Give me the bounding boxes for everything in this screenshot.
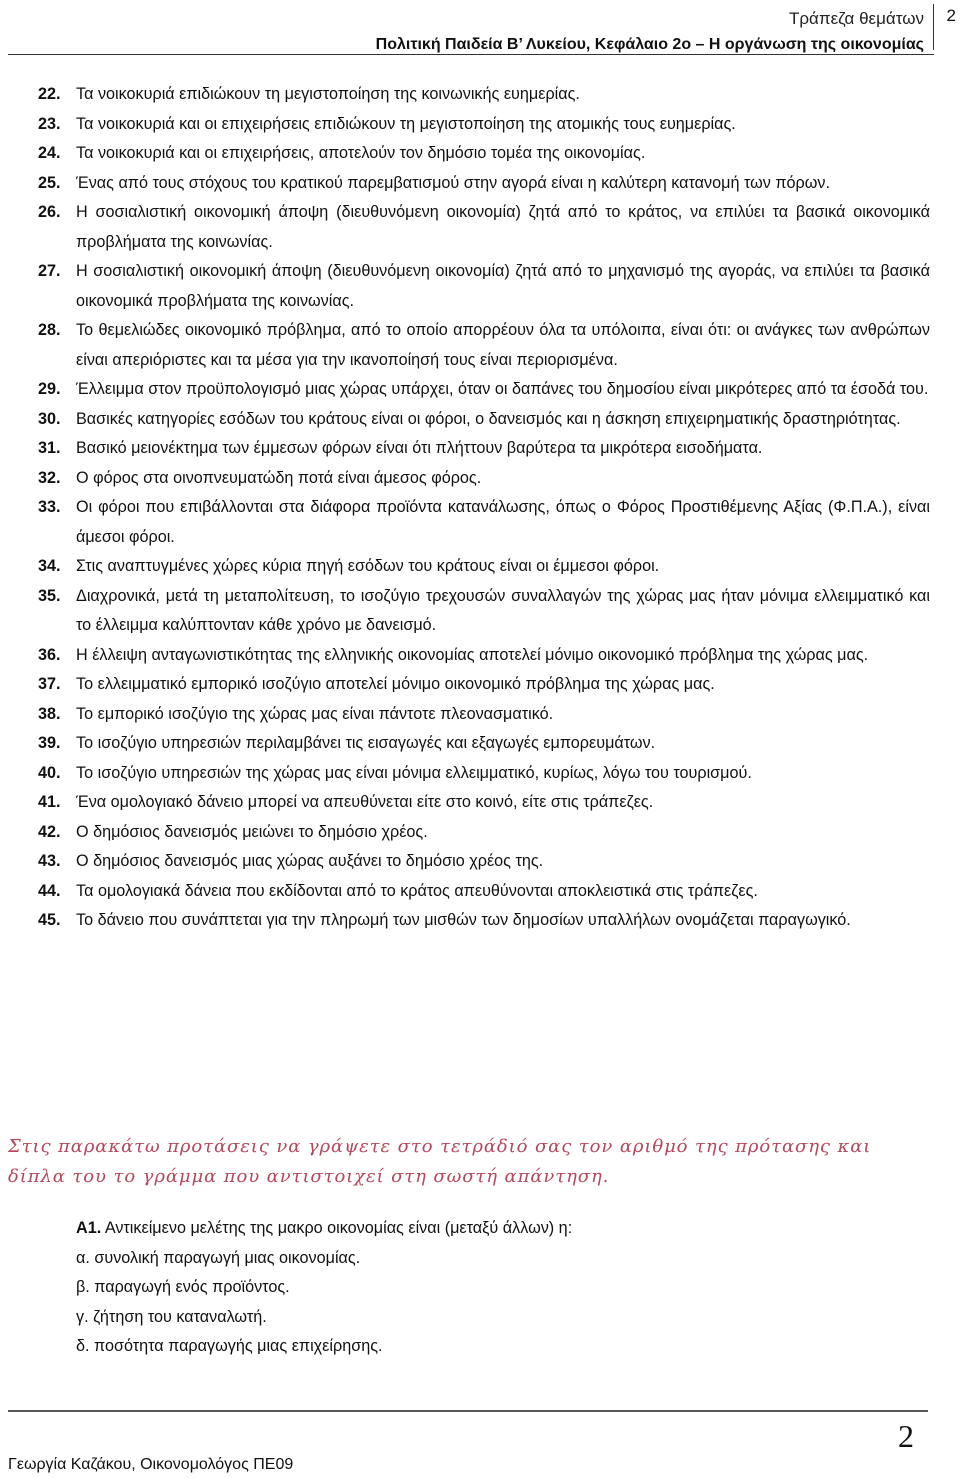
statement-text: Ο δημόσιος δανεισμός μιας χώρας αυξάνει το δημόσιο χρέος της.: [76, 852, 544, 870]
question-stem: [76, 1214, 936, 1244]
multiple-choice-question: [76, 1214, 936, 1362]
statement-number: 41.: [38, 793, 61, 811]
statement-text: Το εμπορικό ισοζύγιο της χώρας μας είναι πάντοτε πλεονασματικό.: [76, 704, 554, 723]
statement-item: [38, 906, 930, 936]
statement-number: 36.: [38, 645, 61, 664]
statement-text: Το ισοζύγιο υπηρεσιών περιλαμβάνει τις εισαγωγές και εξαγωγές εμπορευμάτων.: [76, 734, 656, 752]
statement-item: [38, 434, 930, 464]
statement-number: 32.: [38, 468, 61, 487]
statement-text: Ένα ομολογιακό δάνειο μπορεί να απευθύνεται είτε στο κοινό, είτε στις τράπεζες.: [76, 793, 654, 811]
statement-item: [38, 877, 930, 907]
statement-text: Η σοσιαλιστική οικονομική άποψη (διευθυνόμενη οικονομία) ζητά από το κράτος, να επιλύει τα βασικά οικονομικά προβλήματα της κοινωνίας.: [76, 203, 930, 251]
statement-item: [38, 670, 930, 700]
statement-text: Έλλειμμα στον προϋπολογισμό μιας χώρας υπάρχει, όταν οι δαπάνες του δημοσίου είναι μικρότερες από τα έσοδά του.: [76, 380, 929, 398]
header-divider: [933, 4, 934, 50]
statement-number: 23.: [38, 114, 61, 133]
statement-number: 44.: [38, 881, 61, 900]
statement-text: Βασικές κατηγορίες εσόδων του κράτους είναι οι φόροι, ο δανεισμός και η άσκηση επιχειρηματικής δραστηριότητας.: [76, 409, 901, 428]
statement-number: 31.: [38, 439, 61, 457]
header-rule: [8, 54, 934, 55]
statement-number: 34.: [38, 557, 61, 575]
statement-text: Ο φόρος στα οινοπνευματώδη ποτά είναι άμεσος φόρος.: [76, 468, 482, 487]
footer-page-number: 2: [898, 1418, 914, 1454]
statement-text: Ένας από τους στόχους του κρατικού παρεμβατισμού στην αγορά είναι η καλύτερη κατανομή των πόρων.: [76, 173, 830, 192]
statement-item: [38, 464, 930, 494]
statement-list: [38, 80, 930, 936]
statement-number: 29.: [38, 380, 61, 398]
statement-item: [38, 375, 930, 405]
statement-item: [38, 788, 930, 818]
statement-text: Στις αναπτυγμένες χώρες κύρια πηγή εσόδων του κράτους είναι οι έμμεσοι φόροι.: [76, 557, 660, 575]
statement-item: [38, 198, 930, 257]
answer-option: γ. ζήτηση του καταναλωτή.: [76, 1307, 267, 1326]
statement-number: 35.: [38, 586, 61, 605]
statement-item: [38, 552, 930, 582]
statement-item: [38, 818, 930, 848]
footer-rule: [8, 1410, 928, 1412]
statement-text: Οι φόροι που επιβάλλονται στα διάφορα προϊόντα κατανάλωσης, όπως ο Φόρος Προστιθέμενης Αξίας (Φ.Π.Α.), είναι άμεσοι φόροι.: [76, 498, 930, 546]
statement-item: [38, 493, 930, 552]
statement-item: [38, 700, 930, 730]
statement-number: 33.: [38, 498, 61, 516]
statement-number: 22.: [38, 85, 61, 103]
statement-text: Τα ομολογιακά δάνεια που εκδίδονται από το κράτος απευθύνονται αποκλειστικά στις τράπεζες.: [76, 881, 758, 900]
statement-number: 28.: [38, 321, 61, 339]
footer-author: Γεωργία Καζάκου, Οικονομολόγος ΠΕ09: [8, 1456, 294, 1473]
question-number: Α1.: [76, 1219, 102, 1237]
statement-text: Η σοσιαλιστική οικονομική άποψη (διευθυνόμενη οικονομία) ζητά από το μηχανισμό της αγοράς, να επιλύει τα βασικά οικονομικά προβλήματα της κοινωνίας.: [76, 262, 930, 310]
statement-item: [38, 729, 930, 759]
question-text: Αντικείμενο μελέτης της μακρο οικονομίας είναι (μεταξύ άλλων) η:: [104, 1219, 573, 1237]
statement-number: 25.: [38, 173, 61, 192]
statement-number: 26.: [38, 203, 61, 221]
statement-text: Διαχρονικά, μετά τη μεταπολίτευση, το ισοζύγιο τρεχουσών συναλλαγών της χώρας μας ήταν μόνιμα ελλειμματικό και το έλλειμμα καλύπτονταν κάθε χρόνο με δανεισμό.: [76, 586, 930, 634]
statement-number: 38.: [38, 704, 61, 723]
statement-text: Το ελλειμματικό εμπορικό ισοζύγιο αποτελεί μόνιμο οικονομικό πρόβλημα της χώρας μας.: [76, 675, 715, 693]
answer-option: β. παραγωγή ενός προϊόντος.: [76, 1278, 290, 1296]
statement-number: 39.: [38, 734, 61, 752]
statement-item: [38, 847, 930, 877]
statement-item: [38, 169, 930, 199]
statement-item: [38, 139, 930, 169]
statement-text: Βασικό μειονέκτημα των έμμεσων φόρων είναι ότι πλήττουν βαρύτερα τα μικρότερα εισοδήματα.: [76, 439, 763, 457]
header-title: Τράπεζα θεμάτων: [788, 9, 924, 28]
statement-number: 27.: [38, 262, 61, 280]
statement-text: Ο δημόσιος δανεισμός μειώνει το δημόσιο χρέος.: [76, 822, 428, 841]
page-header: [376, 8, 924, 56]
statement-text: Το ισοζύγιο υπηρεσιών της χώρας μας είναι μόνιμα ελλειμματικό, κυρίως, λόγω του τουρισμού.: [76, 763, 752, 782]
statement-item: [38, 257, 930, 316]
statement-text: Η έλλειψη ανταγωνιστικότητας της ελληνικής οικονομίας αποτελεί μόνιμο οικονομικό πρόβλημα της χώρας μας.: [76, 645, 869, 664]
statement-item: [38, 80, 930, 110]
statement-text: Το δάνειο που συνάπτεται για την πληρωμή των μισθών των δημοσίων υπαλλήλων ονομάζεται παραγωγικό.: [76, 911, 851, 929]
statement-item: [38, 405, 930, 435]
statement-item: [38, 582, 930, 641]
statement-number: 42.: [38, 822, 61, 841]
header-page-number: 2: [946, 6, 956, 25]
statement-number: 37.: [38, 675, 61, 693]
statement-item: [38, 759, 930, 789]
statement-item: [38, 316, 930, 375]
statement-number: 45.: [38, 911, 61, 929]
header-subtitle: Πολιτική Παιδεία Β’ Λυκείου, Κεφάλαιο 2ο – Η οργάνωση της οικονομίας: [375, 36, 924, 53]
statement-item: [38, 110, 930, 140]
statement-number: 24.: [38, 144, 61, 162]
statement-text: Τα νοικοκυριά και οι επιχειρήσεις επιδιώκουν τη μεγιστοποίηση της ατομικής τους ευημερίας.: [76, 114, 736, 133]
statement-text: Τα νοικοκυριά και οι επιχειρήσεις, αποτελούν τον δημόσιο τομέα της οικονομίας.: [76, 144, 646, 162]
statement-text: Τα νοικοκυριά επιδιώκουν τη μεγιστοποίηση της κοινωνικής ευημερίας.: [76, 85, 580, 103]
statement-text: Το θεμελιώδες οικονομικό πρόβλημα, από το οποίο απορρέουν όλα τα υπόλοιπα, είναι ότι: οι ανάγκες των ανθρώπων είναι απεριόριστες και τα μέσα για την ικανοποίησή τους είναι περιορισμένα.: [76, 321, 930, 369]
answer-option: α. συνολική παραγωγή μιας οικονομίας.: [76, 1248, 361, 1267]
statement-number: 43.: [38, 852, 61, 870]
statement-number: 30.: [38, 409, 61, 428]
statement-item: [38, 641, 930, 671]
answer-option: δ. ποσότητα παραγωγής μιας επιχείρησης.: [76, 1337, 383, 1355]
section-instruction: Στις παρακάτω προτάσεις να γράψετε στο τετράδιό σας τον αριθμό της πρότασης και δίπλα του το γράμμα που αντιστοιχεί στη σωστή απάντηση.: [8, 1136, 872, 1187]
statement-number: 40.: [38, 763, 61, 782]
